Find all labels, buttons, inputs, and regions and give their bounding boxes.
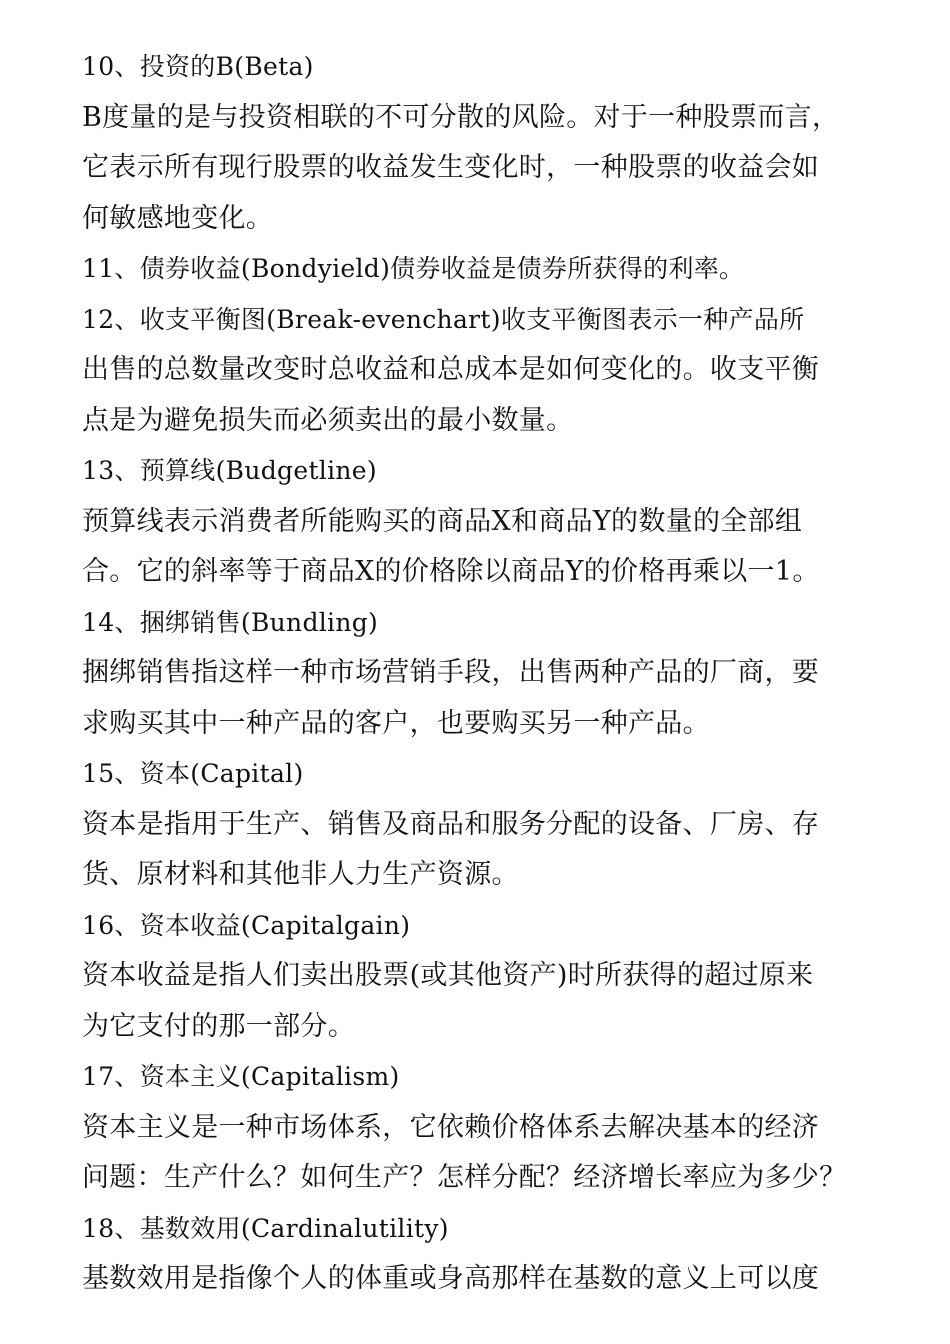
term-heading-cardinal-utility: 18、基数效用(Cardinalutility) (82, 1213, 449, 1243)
term-heading-beta: 10、投资的Β(Beta) (82, 52, 314, 81)
definition-line: 出售的总数量改变时总收益和总成本是如何变化的。收支平衡 (82, 354, 820, 385)
definition-line: 合。它的斜率等于商品X的价格除以商品Y的价格再乘以一1。 (82, 556, 820, 587)
definition-line: 预算线表示消费者所能购买的商品X和商品Y的数量的全部组 (82, 505, 803, 537)
term-heading-break-even-chart: 12、收支平衡图(Break-evenchart)收支平衡图表示一种产品所 (82, 304, 805, 334)
definition-line: Β度量的是与投资相联的不可分散的风险。对于一种股票而言， (82, 101, 840, 133)
definition-line: 货、原材料和其他非人力生产资源。 (82, 859, 519, 890)
term-heading-capitalism: 17、资本主义(Capitalism) (82, 1062, 400, 1091)
definition-line: 资本是指用于生产、销售及商品和服务分配的设备、厂房、存 (82, 808, 820, 840)
definition-line: 为它支付的那一部分。 (82, 1010, 355, 1042)
definition-line: 点是为避免损失而必须卖出的最小数量。 (82, 404, 574, 436)
document-page (82, 42, 882, 1305)
definition-line: 基数效用是指像个人的体重或身高那样在基数的意义上可以度 (82, 1263, 820, 1294)
definition-line: 何敏感地变化。 (82, 202, 274, 234)
term-heading-budget-line: 13、预算线(Budgetline) (82, 456, 377, 485)
definition-line: 资本主义是一种市场体系，它依赖价格体系去解决基本的经济 (82, 1111, 820, 1143)
term-heading-capital-gain: 16、资本收益(Capitalgain) (82, 910, 411, 940)
term-heading-bundling: 14、捆绑销售(Bundling) (82, 607, 379, 637)
term-heading-bond-yield: 11、债券收益(Bondyield)债券收益是债券所获得的利率。 (82, 254, 745, 283)
definition-line: 问题：生产什么？如何生产？怎样分配？经济增长率应为多少？ (82, 1162, 847, 1193)
definition-line: 捆绑销售指这样一种市场营销手段，出售两种产品的厂商，要 (82, 657, 820, 688)
definition-line: 资本收益是指人们卖出股票(或其他资产)时所获得的超过原来 (82, 960, 814, 991)
definition-line: 求购买其中一种产品的客户，也要购买另一种产品。 (82, 707, 710, 739)
definition-line: 它表示所有现行股票的收益发生变化时，一种股票的收益会如 (82, 152, 820, 183)
term-heading-capital: 15、资本(Capital) (82, 759, 304, 788)
